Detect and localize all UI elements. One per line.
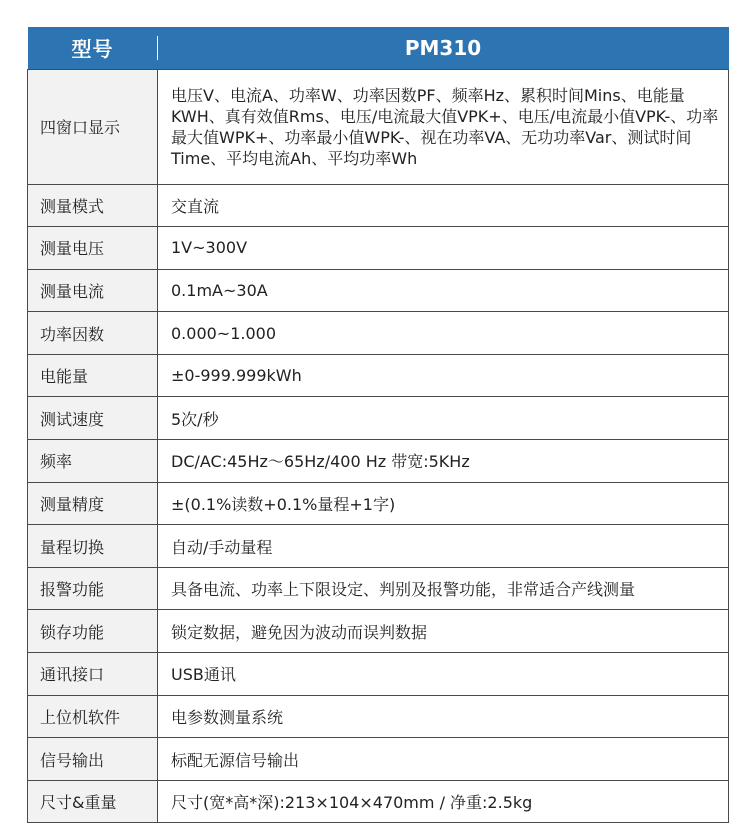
row-label: 上位机软件	[28, 695, 158, 738]
row-value: 尺寸(宽*高*深):213×104×470mm / 净重:2.5kg	[158, 780, 729, 823]
row-value: USB通讯	[158, 653, 729, 696]
row-value: 锁定数据，避免因为波动而误判数据	[158, 610, 729, 653]
row-value: 5次/秒	[158, 397, 729, 440]
table-row	[28, 738, 729, 781]
table-row	[28, 440, 729, 483]
table-row	[28, 695, 729, 738]
table-row	[28, 269, 729, 312]
row-value: 0.000~1.000	[158, 312, 729, 355]
row-label: 报警功能	[28, 567, 158, 610]
row-label: 测量精度	[28, 482, 158, 525]
table-row	[28, 397, 729, 440]
row-value: 1V~300V	[158, 227, 729, 270]
row-value: ±0-999.999kWh	[158, 354, 729, 397]
row-value: DC/AC:45Hz～65Hz/400 Hz 带宽:5KHz	[158, 440, 729, 483]
row-label: 电能量	[28, 354, 158, 397]
row-label: 测量电流	[28, 269, 158, 312]
table-row	[28, 312, 729, 355]
row-value: 标配无源信号输出	[158, 738, 729, 781]
table-row	[28, 227, 729, 270]
row-label: 锁存功能	[28, 610, 158, 653]
row-label: 测量模式	[28, 184, 158, 227]
table-row	[28, 184, 729, 227]
row-value: 具备电流、功率上下限设定、判别及报警功能，非常适合产线测量	[158, 567, 729, 610]
spec-table	[27, 27, 729, 823]
row-label: 量程切换	[28, 525, 158, 568]
row-value: 0.1mA~30A	[158, 269, 729, 312]
table-row	[28, 780, 729, 823]
header-model-cell	[158, 27, 729, 69]
header-label: 型号	[71, 37, 114, 62]
header-label-cell	[28, 27, 158, 69]
table-row	[28, 653, 729, 696]
row-value: 自动/手动量程	[158, 525, 729, 568]
row-label: 测试速度	[28, 397, 158, 440]
row-label: 测量电压	[28, 227, 158, 270]
row-label: 四窗口显示	[28, 69, 158, 184]
table-row	[28, 525, 729, 568]
table-header	[28, 27, 729, 69]
model-name: PM310	[404, 35, 482, 60]
row-label: 通讯接口	[28, 653, 158, 696]
table-row	[28, 354, 729, 397]
table-row	[28, 610, 729, 653]
row-value: 交直流	[158, 184, 729, 227]
table-row	[28, 567, 729, 610]
row-value: 电参数测量系统	[158, 695, 729, 738]
table-row	[28, 69, 729, 184]
row-label: 频率	[28, 440, 158, 483]
row-label: 尺寸&重量	[28, 780, 158, 823]
header-divider	[157, 36, 158, 60]
row-label: 信号输出	[28, 738, 158, 781]
row-label: 功率因数	[28, 312, 158, 355]
row-value: 电压V、电流A、功率W、功率因数PF、频率Hz、累积时间Mins、电能量KWH、真有效值Rms、电压/电流最大值VPK+、电压/电流最小值VPK-、功率最大值WPK+、功率最小值WPK-、视在功率VA、无功功率Var、测试时间Time、平均电流Ah、平均功率Wh	[158, 69, 729, 184]
row-value: ±(0.1%读数+0.1%量程+1字)	[158, 482, 729, 525]
table-row	[28, 482, 729, 525]
